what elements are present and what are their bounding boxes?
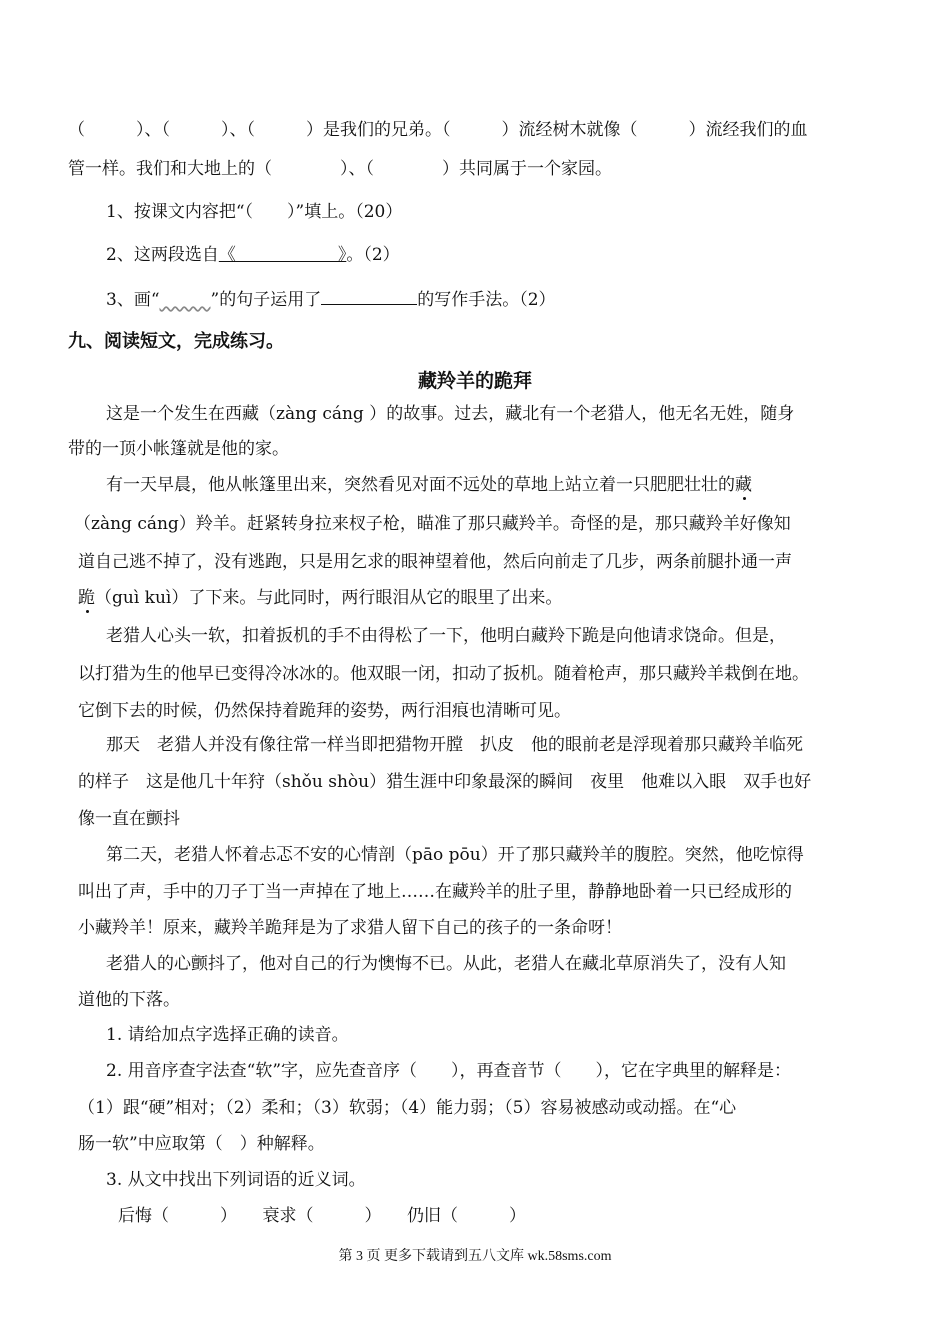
para-5-line-3: 小藏羚羊！原来，藏羚羊跪拜是为了求猎人留下自己的孩子的一条命呀！ bbox=[78, 918, 622, 938]
para-5-line-1: 第二天，老猎人怀着忐忑不安的心情剖（pāo pōu）开了那只藏羚羊的腹腔。突然，他吃惊得 bbox=[106, 845, 804, 865]
question-2 bbox=[106, 243, 400, 267]
para-1-line-2: 带的一顶小帐篷就是他的家。 bbox=[68, 439, 289, 459]
wavy-underline-sample bbox=[160, 290, 211, 310]
para-2-line-4 bbox=[78, 586, 562, 610]
para-6-line-2: 道他的下落。 bbox=[78, 990, 180, 1010]
para-2-line-2: （zàng cáng）羚羊。赶紧转身拉来杈子枪，瞄准了那只藏羚羊。奇怪的是，那只藏羚羊好像知 bbox=[74, 514, 791, 534]
fill-line-2: 管一样。我们和大地上的（ ）、（ ）共同属于一个家园。 bbox=[68, 159, 612, 179]
para-3-line-3: 它倒下去的时候，仍然保持着跪拜的姿势，两行泪痕也清晰可见。 bbox=[78, 701, 571, 721]
para-2-line-1 bbox=[106, 473, 752, 497]
question-3-mid: ”的句子运用了 bbox=[210, 290, 322, 310]
page-footer: 第 3 页 更多下载请到五八文库 wk.58sms.com bbox=[338, 1249, 612, 1264]
para-4-line-1: 那天 老猎人并没有像往常一样当即把猎物开膛 扒皮 他的眼前老是浮现着那只藏羚羊临死 bbox=[106, 735, 803, 755]
para-2-line-3: 道自己逃不掉了，没有逃跑，只是用乞求的眼神望着他，然后向前走了几步，两条前腿扑通一声 bbox=[78, 552, 792, 572]
para-1-line-1: 这是一个发生在西藏（zàng cáng ）的故事。过去，藏北有一个老猎人，他无名无姓，随身 bbox=[106, 404, 795, 424]
fill-line-1: （ ）、（ ）、（ ）是我们的兄弟。（ ）流经树木就像（ ）流经我们的血 bbox=[68, 120, 808, 140]
exercise-3-words: 后悔（ ） 衰求（ ） 仍旧（ ） bbox=[118, 1206, 526, 1226]
exercise-2-line-1: 2. 用音序查字法查“软”字，应先查音序（ ），再查音节（ ），它在字典里的解释是： bbox=[106, 1061, 792, 1081]
section-heading: 九、阅读短文，完成练习。 bbox=[68, 331, 284, 352]
para-3-line-1: 老猎人心头一软，扣着扳机的手不由得松了一下，他明白藏羚下跪是向他请求饶命。但是， bbox=[106, 626, 786, 646]
question-1: 1、按课文内容把“（ ）”填上。（20） bbox=[106, 202, 403, 222]
question-2-suffix: 。（2） bbox=[346, 245, 400, 265]
question-3-suffix: 的写作手法。（2） bbox=[417, 290, 556, 310]
para-4-line-2: 的样子 这是他几十年狩（shǒu shòu）猎生涯中印象最深的瞬间 夜里 他难以入眼 双手也好 bbox=[78, 772, 812, 792]
para-2-line-4-text: （guì kuì）了下来。与此同时，两行眼泪从它的眼里了出来。 bbox=[95, 588, 563, 608]
para-2-line-1-text: 有一天早晨，他从帐篷里出来，突然看见对面不远处的草地上站立着一只肥肥壮壮的 bbox=[106, 475, 735, 495]
question-3 bbox=[106, 286, 556, 312]
para-5-line-2: 叫出了声，手中的刀子丁当一声掉在了地上……在藏羚羊的肚子里，静静地卧着一只已经成形的 bbox=[78, 882, 792, 902]
dotted-char-gui: 跪 bbox=[78, 588, 95, 608]
question-3-prefix: 3、画“ bbox=[106, 290, 160, 310]
exercise-1: 1. 请给加点字选择正确的读音。 bbox=[106, 1025, 349, 1045]
exercise-2-line-2: （1）跟“硬”相对；（2）柔和；（3）软弱；（4）能力弱；（5）容易被感动或动摇。在“心 bbox=[78, 1098, 737, 1118]
question-3-blank[interactable] bbox=[321, 286, 417, 305]
para-3-line-2: 以打猎为生的他早已变得冷冰冰的。他双眼一闭，扣动了扳机。随着枪声，那只藏羚羊栽倒在地。 bbox=[78, 664, 809, 684]
question-2-prefix: 2、这两段选自 bbox=[106, 245, 219, 265]
dotted-char-zang: 藏 bbox=[735, 475, 752, 495]
exercise-3: 3. 从文中找出下列词语的近义词。 bbox=[106, 1170, 366, 1190]
article-title: 藏羚羊的跪拜 bbox=[417, 370, 532, 392]
para-4-line-3: 像一直在颤抖 bbox=[78, 809, 180, 829]
question-2-blank[interactable]: 《 》 bbox=[218, 245, 347, 265]
exercise-2-line-3: 肠一软”中应取第（ ）种解释。 bbox=[78, 1134, 325, 1154]
para-6-line-1: 老猎人的心颤抖了，他对自己的行为懊悔不已。从此，老猎人在藏北草原消失了，没有人知 bbox=[106, 954, 786, 974]
